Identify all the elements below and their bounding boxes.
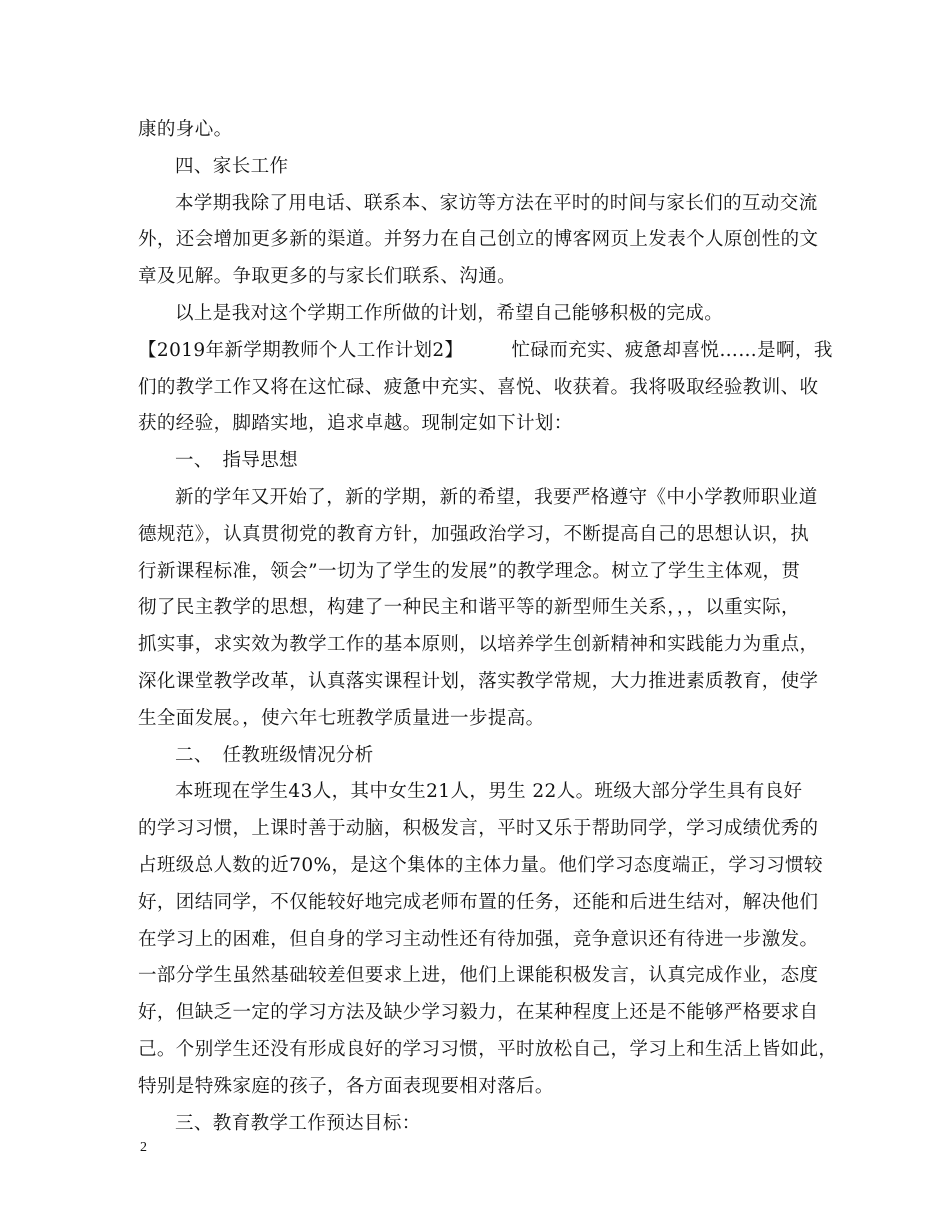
line-text: 生全面发展。，使六年七班教学质量进一步提高。 [138, 707, 545, 729]
line-text: 康的身心。 [138, 119, 233, 140]
text-line [138, 664, 818, 701]
text-line [138, 259, 818, 296]
text-line [138, 922, 818, 959]
line-text: 以上是我对这个学期工作所做的计划，希望自己能够积极的完成。 [175, 302, 724, 324]
text-line [138, 995, 818, 1032]
line-text: 二、 任教班级情况分析 [175, 744, 374, 766]
line-text: 行新课程标准，领会”一切为了学生的发展”的教学理念。树立了学生主体观，贯 [138, 560, 801, 582]
line-text: 德规范》，认真贯彻党的教育方针，加强政治学习，不断提高自己的思想认识，执 [138, 523, 810, 545]
line-text: 章及见解。争取更多的与家长们联系、沟通。 [138, 266, 517, 288]
text-line [138, 517, 818, 554]
line-text: 己。个别学生还没有形成良好的学习习惯，平时放松自己，学习上和生活上皆如此， [138, 1038, 838, 1060]
line-text: 四、家长工作 [175, 155, 289, 177]
page-number: 2 [140, 1140, 147, 1155]
text-line [138, 480, 818, 517]
text-line [138, 738, 818, 775]
text-line [138, 296, 818, 333]
line-text: 抓实事，求实效为教学工作的基本原则，以培养学生创新精神和实践能力为重点， [138, 634, 819, 656]
line-text: 占班级总人数的近70%，是这个集体的主体力量。他们学习态度端正，学习习惯较 [138, 854, 823, 876]
text-line [138, 1106, 818, 1143]
text-line [138, 186, 818, 223]
line-text: 三、教育教学工作预达目标： [175, 1112, 421, 1134]
line-text-tail: 忙碌而充实、疲惫却喜悦……是啊，我 [511, 339, 833, 361]
line-text: 【2019年新学期教师个人工作计划2】 [138, 339, 464, 361]
line-text: 新的学年又开始了，新的学期，新的希望，我要严格遵守《中小学教师职业道 [175, 486, 818, 508]
line-text: 在学习上的困难，但自身的学习主动性还有待加强，竞争意识还有待进一步激发。 [138, 928, 819, 950]
text-line [138, 958, 818, 995]
line-text: 外，还会增加更多新的渠道。并努力在自己创立的博客网页上发表个人原创性的文 [138, 229, 819, 251]
text-line [138, 811, 818, 848]
line-text: 深化课堂教学改革，认真落实课程计划，落实教学常规，大力推进素质教育，使学 [138, 670, 819, 692]
line-text: 本班现在学生43人，其中女生21人，男生 22人。班级大部分学生具有良好 [175, 781, 803, 803]
text-line [138, 333, 833, 370]
text-line [138, 112, 818, 149]
text-line [138, 701, 818, 738]
text-line [138, 848, 823, 885]
line-text: 获的经验，脚踏实地，追求卓越。现制定如下计划： [138, 413, 573, 435]
line-text: 好，团结同学，不仅能较好地完成老师布置的任务，还能和后进生结对，解决他们 [138, 891, 819, 913]
line-text: 们的教学工作又将在这忙碌、疲惫中充实、喜悦、收获着。我将吸取经验教训、收 [138, 376, 819, 398]
text-line [138, 370, 818, 407]
line-text: 特别是特殊家庭的孩子，各方面表现要相对落后。 [138, 1075, 554, 1097]
line-text: 的学习习惯，上课时善于动脑，积极发言，平时又乐于帮助同学，学习成绩优秀的 [138, 818, 819, 840]
line-text: 一、 指导思想 [175, 450, 299, 472]
line-text: 一部分学生虽然基础较差但要求上进，他们上课能积极发言，认真完成作业，态度 [138, 965, 819, 987]
text-line [138, 1032, 838, 1069]
text-line [138, 406, 818, 443]
text-line [138, 590, 818, 627]
document-body [138, 112, 838, 1142]
line-text: 好，但缺乏一定的学习方法及缺少学习毅力，在某种程度上还是不能够严格要求自 [138, 1002, 819, 1024]
text-line [138, 554, 818, 591]
text-line [138, 443, 818, 480]
text-line [138, 1069, 818, 1106]
line-text: 彻了民主教学的思想，构建了一种民主和谐平等的新型师生关系，，，以重实际， [138, 597, 800, 619]
text-line [138, 149, 818, 186]
text-line [138, 885, 818, 922]
line-text: 本学期我除了用电话、联系本、家访等方法在平时的时间与家长们的互动交流 [175, 192, 818, 214]
text-line [138, 627, 818, 664]
text-line [138, 222, 818, 259]
text-line [138, 774, 818, 811]
